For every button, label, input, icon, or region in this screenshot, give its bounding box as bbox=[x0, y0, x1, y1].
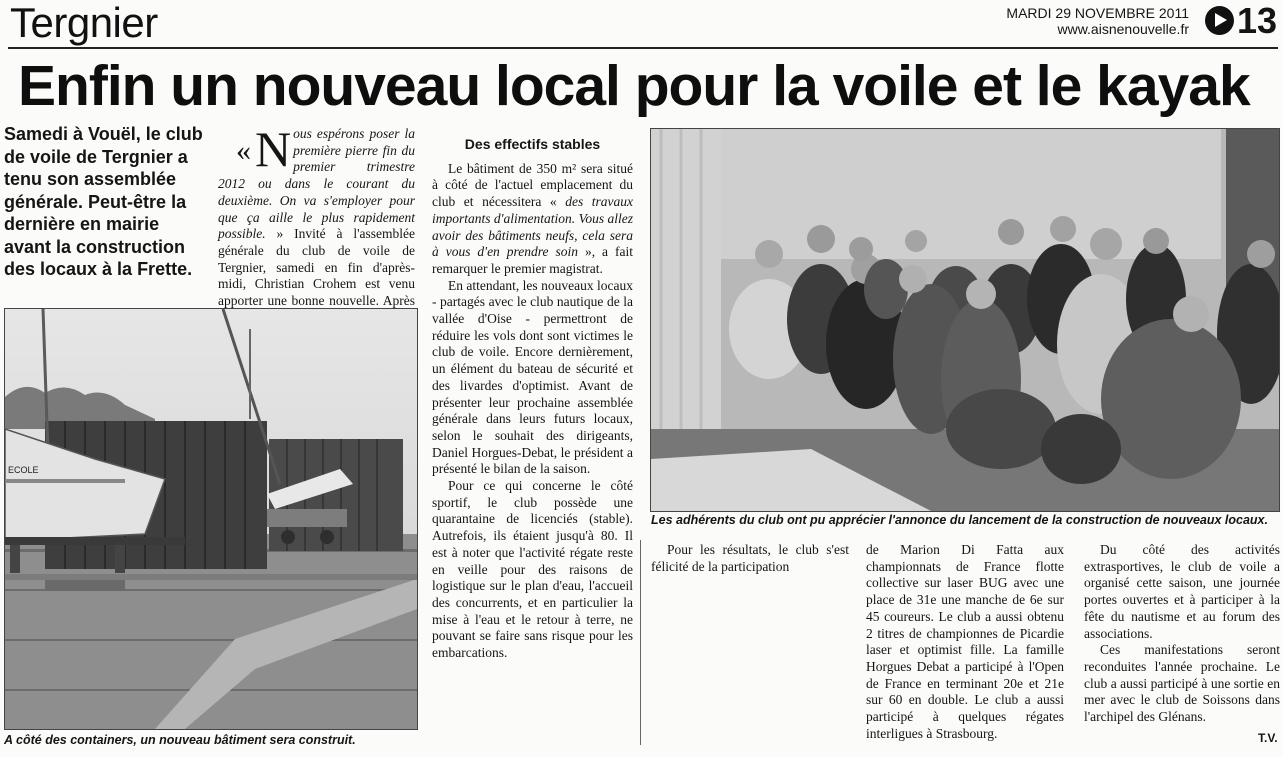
paragraph-2-end: », a fait remarquer le premier magistrat. bbox=[432, 244, 634, 276]
section-title: Tergnier bbox=[10, 0, 158, 46]
subheading: Des effectifs stables bbox=[464, 136, 601, 152]
website-link[interactable]: www.aisnenouvelle.fr bbox=[1057, 21, 1189, 37]
containers-photo-caption: A côté des containers, un nouveau bâtiment sera construit. bbox=[4, 733, 356, 747]
article-headline: Enfin un nouveau local pour la voile et le kayak bbox=[18, 54, 1250, 118]
paragraph-6: Du côté des activités extrasportives, le club de voile a organisé cette saison, une journée portes ouvertes et à participer à la fête du nautisme et au forum des associations. bbox=[1084, 542, 1280, 641]
drop-cap: N bbox=[255, 121, 292, 177]
containers-photo-image bbox=[5, 309, 417, 729]
boat-label: ECOLE bbox=[8, 465, 39, 475]
meeting-photo bbox=[650, 128, 1280, 512]
page-indicator bbox=[1205, 0, 1283, 41]
containers-photo bbox=[4, 308, 418, 730]
meeting-photo-caption: Les adhérents du club ont pu apprécier l'annonce du lancement de la construction de nouveaux locaux. bbox=[651, 513, 1268, 527]
article-column-3 bbox=[651, 542, 849, 575]
column-divider bbox=[640, 540, 641, 745]
paragraph-3: En attendant, les nouveaux locaux - partagés avec le club nautique de la vallée d'Oise - permettront de réduire les vols dont sont victimes le club de voile. Encore dernièrement, un élément du bateau de sécurité et des livardes d'optimist. Avant de présenter leur prochaine assemblée générale dans leurs futurs locaux, selon le souhait des dirigeants, Daniel Horgues-Debat, le président a présenté le bilan de la saison. bbox=[432, 277, 633, 477]
paragraph-5-start: Pour les résultats, le club s'est félicité de la participation bbox=[651, 542, 849, 574]
article-column-5 bbox=[1084, 542, 1280, 726]
open-quote: « bbox=[236, 134, 251, 167]
paragraph-2-text: Le bâtiment de 350 m² sera situé à côté de l'actuel emplacement du club et nécessitera « bbox=[432, 160, 633, 210]
play-arrow-circle-icon bbox=[1205, 6, 1234, 35]
article-intro: Samedi à Vouël, le club de voile de Tergnier a tenu son assemblée générale. Peut-être la dernière en mairie avant la construction des locaux à la Frette. bbox=[4, 124, 203, 279]
meeting-photo-image bbox=[651, 129, 1279, 511]
masthead-rule bbox=[8, 47, 1278, 49]
article-column-2 bbox=[432, 126, 633, 662]
article-column-4 bbox=[866, 542, 1064, 742]
page-number: 13 bbox=[1237, 0, 1278, 41]
paragraph-5-continued: de Marion Di Fatta aux championnats de France flotte collective sur laser BUG avec une place de 31e une manche de 6e sur 45 coureurs. Le club a aussi obtenu 2 titres de championnes de Picardie laser et optimist fille. La famille Horgues Debat a participé à l'Open de France en terminant 20e et 21e sur 60 en double. Le club a aussi participé à quelques régates interligues à Strasbourg. bbox=[866, 542, 1064, 741]
mayor-quote-text: des travaux importants d'alimentation. Vous allez avoir des bâtiments neufs, cela sera à vous d'en prendre soin bbox=[432, 194, 633, 260]
opening-quote-text: ous espérons poser la première pierre fin du premier trimestre 2012 ou dans le courant du deuxième. On va s'employer pour que ça aille le plus rapidement possible. bbox=[218, 126, 415, 242]
issue-date: MARDI 29 NOVEMBRE 2011 bbox=[1006, 5, 1189, 21]
paragraph-7: Ces manifestations seront reconduites l'année prochaine. Le club a aussi participé à une sortie en mer avec le club de Soissons dans l'archipel des Glénans. bbox=[1084, 642, 1280, 725]
author-signature: T.V. bbox=[1258, 731, 1278, 745]
paragraph-4: Pour ce qui concerne le côté sportif, le club possède une quarantaine de licenciés (stable). Autrefois, ils étaient jusqu'à 80. Il est à noter que l'activité régate reste en veille pour des raisons de logistique sur le plan d'eau, l'accueil des concurrents, et en particulier la mise à l'eau et le retour à terre, ne pouvant se faire sans risque pour les embarcations. bbox=[432, 478, 633, 661]
paragraph-1-text: » Invité à l'assemblée générale du club de voile de Tergnier, samedi en fin d'après-midi, Christian Crohem est venu apporter une bonne nouvelle. Après bbox=[218, 226, 415, 309]
